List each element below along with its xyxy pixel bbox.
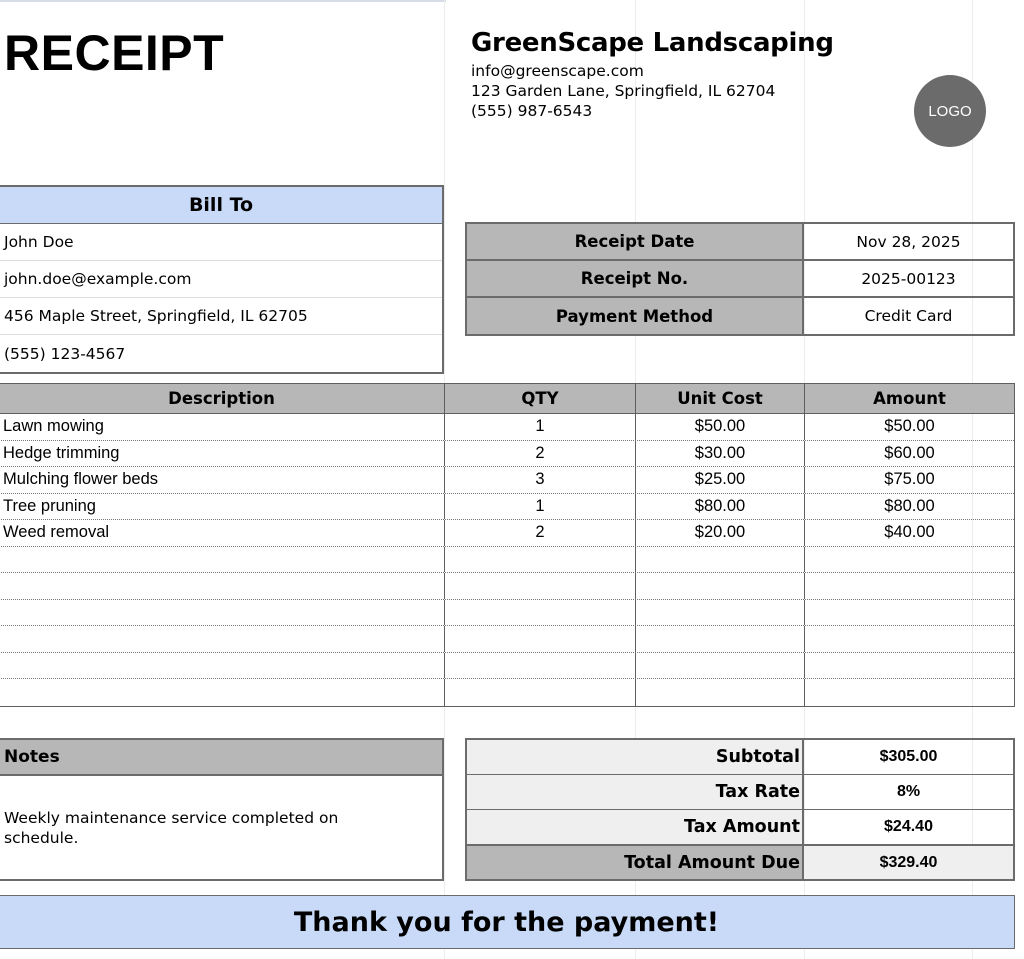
tax-amount-label: Tax Amount: [467, 810, 804, 844]
item-unit-cost[interactable]: $30.00: [636, 441, 805, 467]
line-items-table: [0, 383, 1015, 707]
header-description: Description: [0, 384, 445, 413]
total-due-value[interactable]: $329.40: [804, 846, 1013, 879]
tax-rate-row: [467, 775, 1013, 810]
subtotal-row: [467, 740, 1013, 775]
item-amount[interactable]: $40.00: [884, 523, 935, 542]
item-description[interactable]: Lawn mowing: [0, 414, 445, 440]
item-amount[interactable]: [805, 573, 1014, 599]
item-description[interactable]: Hedge trimming: [0, 441, 445, 467]
bill-to-name[interactable]: John Doe: [0, 224, 442, 261]
table-row: [0, 679, 1014, 706]
table-row: [0, 520, 1014, 547]
receipt-number-value[interactable]: 2025-00123: [861, 269, 956, 288]
notes-text[interactable]: Weekly maintenance service completed on schedule.: [4, 809, 339, 847]
item-qty[interactable]: 2: [445, 520, 636, 546]
table-row: [0, 467, 1014, 494]
item-unit-cost[interactable]: [636, 573, 805, 599]
item-unit-cost[interactable]: [636, 547, 805, 573]
item-qty[interactable]: 1: [445, 414, 636, 440]
table-row: [0, 573, 1014, 600]
bill-to-phone[interactable]: (555) 123-4567: [4, 344, 126, 363]
item-qty[interactable]: [445, 679, 636, 706]
company-logo: LOGO: [914, 75, 986, 147]
receipt-number-label: Receipt No.: [467, 261, 804, 296]
item-amount[interactable]: [805, 653, 1014, 679]
total-due-label: Total Amount Due: [467, 846, 804, 879]
item-unit-cost[interactable]: [636, 679, 805, 706]
item-unit-cost[interactable]: [636, 600, 805, 626]
item-description[interactable]: [0, 679, 445, 706]
item-description[interactable]: Mulching flower beds: [0, 467, 445, 493]
item-description[interactable]: [0, 653, 445, 679]
tax-rate-value[interactable]: 8%: [896, 783, 921, 800]
item-unit-cost[interactable]: $25.00: [636, 467, 805, 493]
item-amount[interactable]: [805, 547, 1014, 573]
item-unit-cost[interactable]: $50.00: [636, 414, 805, 440]
item-unit-cost[interactable]: [636, 626, 805, 652]
notes-heading: Notes: [0, 740, 442, 776]
payment-method-value[interactable]: Credit Card: [864, 307, 953, 325]
item-qty[interactable]: 3: [445, 467, 636, 493]
item-amount[interactable]: [805, 626, 1014, 652]
item-qty[interactable]: [445, 547, 636, 573]
item-description[interactable]: Tree pruning: [0, 494, 445, 520]
receipt-number-row: [467, 261, 1013, 298]
item-amount[interactable]: [805, 600, 1014, 626]
receipt-date-row: [467, 224, 1013, 261]
totals-table: [465, 738, 1015, 881]
total-due-row: [467, 845, 1013, 879]
header-amount: Amount: [873, 389, 946, 408]
item-description[interactable]: [0, 547, 445, 573]
item-unit-cost[interactable]: $20.00: [636, 520, 805, 546]
table-row: [0, 626, 1014, 653]
item-amount[interactable]: $75.00: [884, 470, 935, 489]
company-phone: (555) 987-6543: [471, 102, 593, 120]
item-qty[interactable]: 2: [445, 441, 636, 467]
table-row: [0, 441, 1014, 468]
table-row: [0, 547, 1014, 574]
item-qty[interactable]: 1: [445, 494, 636, 520]
item-unit-cost[interactable]: $80.00: [636, 494, 805, 520]
tax-rate-label: Tax Rate: [467, 775, 804, 809]
item-unit-cost[interactable]: [636, 653, 805, 679]
item-qty[interactable]: [445, 653, 636, 679]
payment-method-row: [467, 298, 1013, 334]
table-row: [0, 414, 1014, 441]
table-row: [0, 653, 1014, 680]
notes-section: [0, 738, 444, 881]
item-amount[interactable]: $80.00: [884, 496, 935, 515]
bill-to-address[interactable]: 456 Maple Street, Springfield, IL 62705: [0, 298, 442, 335]
sheet-top-edge: [0, 0, 446, 2]
item-qty[interactable]: [445, 573, 636, 599]
table-row: [0, 494, 1014, 521]
header-unit-cost: Unit Cost: [636, 384, 805, 413]
subtotal-value[interactable]: $305.00: [879, 748, 938, 765]
subtotal-label: Subtotal: [467, 740, 804, 774]
table-row: [0, 600, 1014, 627]
header-qty: QTY: [445, 384, 636, 413]
item-amount[interactable]: $50.00: [884, 417, 935, 436]
bill-to-heading: Bill To: [0, 187, 442, 224]
item-description[interactable]: [0, 573, 445, 599]
item-qty[interactable]: [445, 600, 636, 626]
company-email: info@greenscape.com: [471, 62, 644, 80]
receipt-meta-table: [465, 222, 1015, 336]
thank-you-banner: Thank you for the payment!: [0, 895, 1015, 949]
company-address: 123 Garden Lane, Springfield, IL 62704: [471, 82, 776, 100]
receipt-date-value[interactable]: Nov 28, 2025: [856, 232, 961, 251]
tax-amount-value[interactable]: $24.40: [884, 818, 933, 835]
item-description[interactable]: Weed removal: [0, 520, 445, 546]
tax-amount-row: [467, 810, 1013, 845]
line-items-body: [0, 414, 1014, 706]
line-items-header: [0, 384, 1014, 414]
item-amount[interactable]: $60.00: [884, 443, 935, 462]
receipt-date-label: Receipt Date: [467, 224, 804, 259]
payment-method-label: Payment Method: [467, 298, 804, 334]
item-amount[interactable]: [805, 679, 1014, 706]
bill-to-email[interactable]: john.doe@example.com: [0, 261, 442, 298]
company-name: GreenScape Landscaping: [471, 28, 834, 58]
item-description[interactable]: [0, 600, 445, 626]
bill-to-section: [0, 185, 444, 374]
item-qty[interactable]: [445, 626, 636, 652]
receipt-title: RECEIPT: [4, 25, 225, 81]
item-description[interactable]: [0, 626, 445, 652]
